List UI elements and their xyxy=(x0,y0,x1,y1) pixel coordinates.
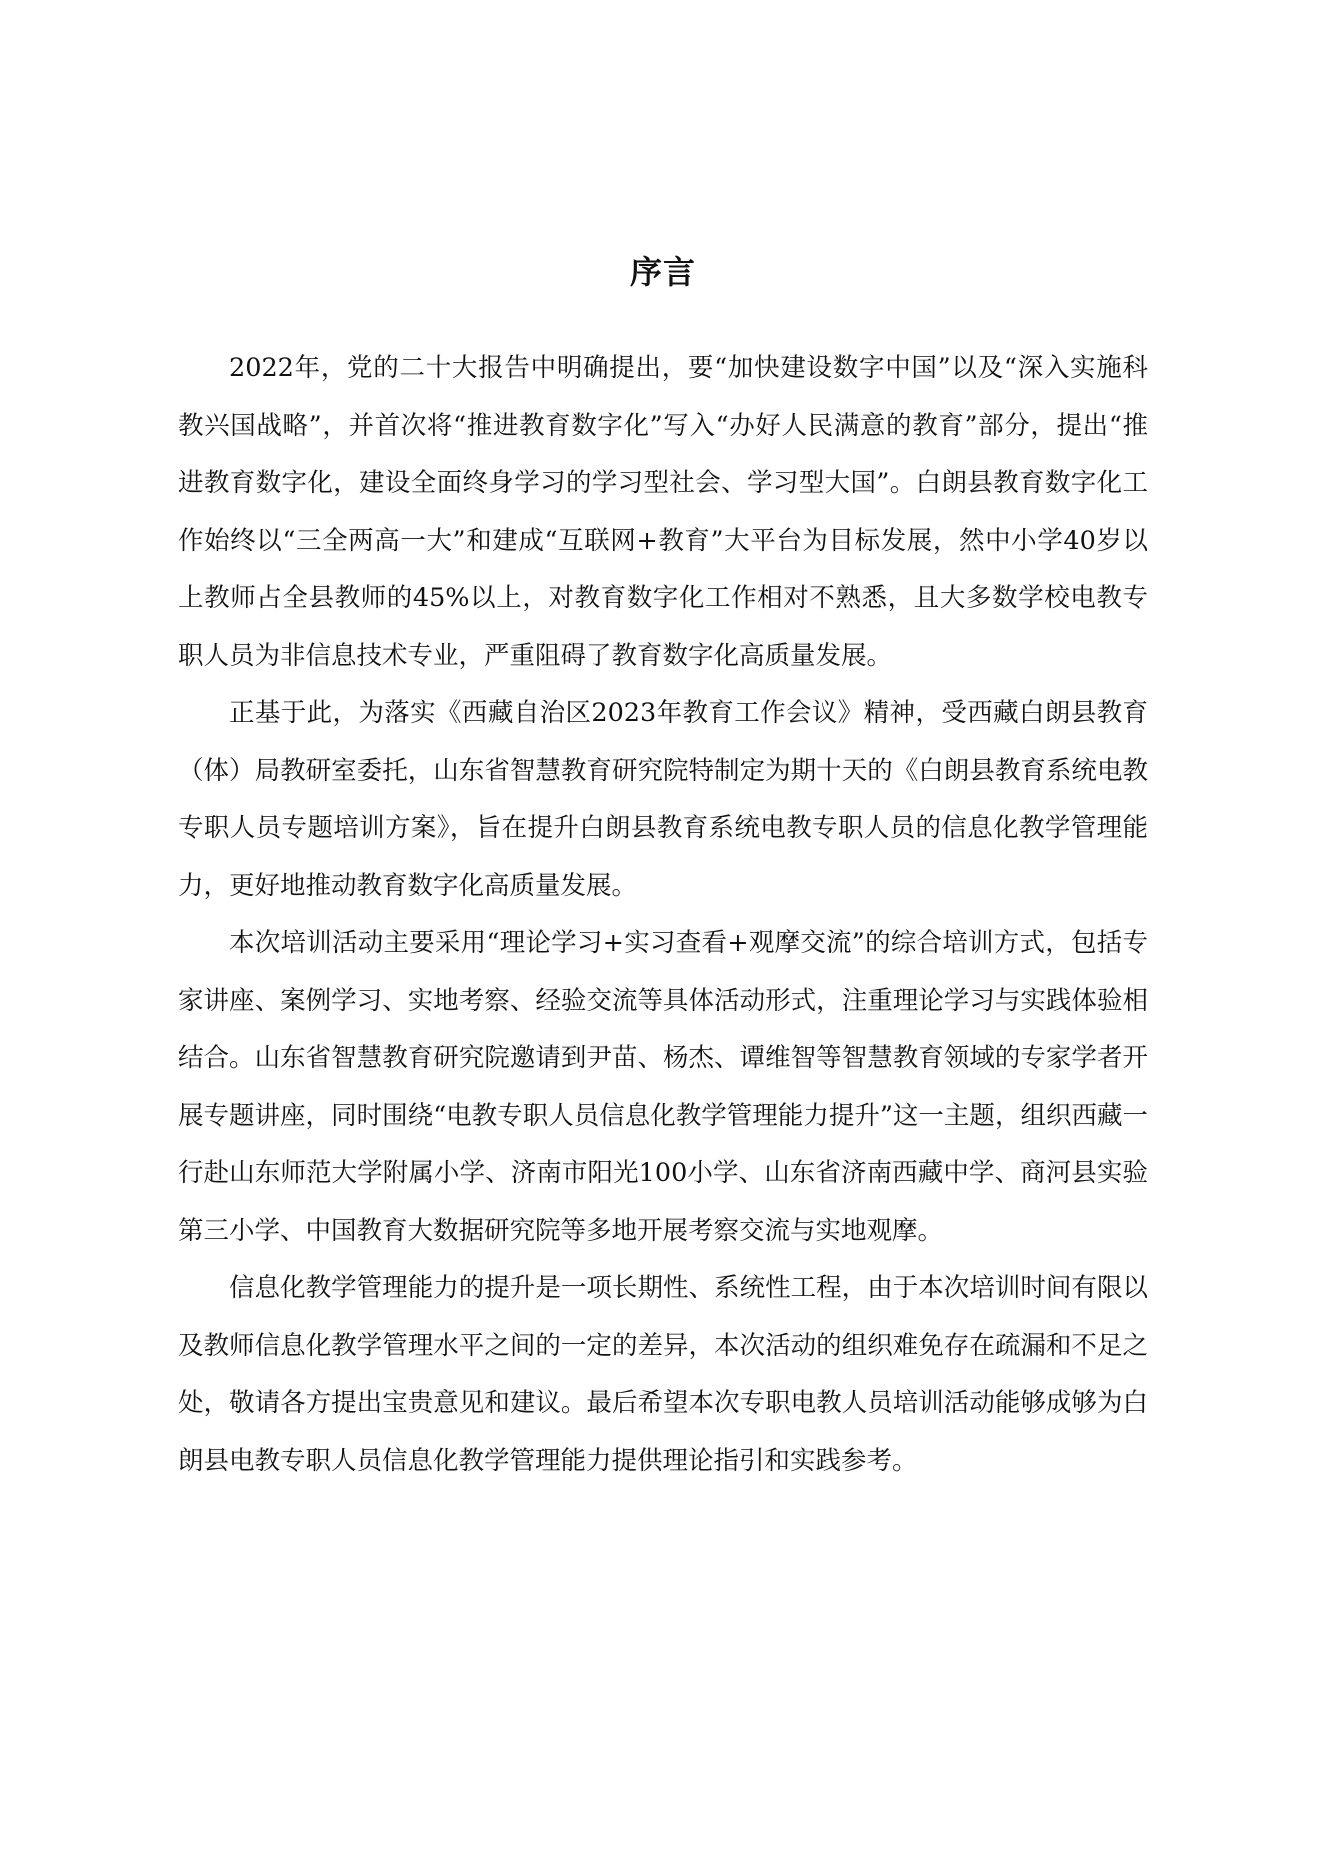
document-body xyxy=(178,340,1148,1490)
paragraph-4: 信息化教学管理能力的提升是一项长期性、系统性工程，由于本次培训时间有限以及教师信息化教学管理水平之间的一定的差异，本次活动的组织难免存在疏漏和不足之处，敬请各方提出宝贵意见和建议。最后希望本次专职电教人员培训活动能够成够为白朗县电教专职人员信息化教学管理能力提供理论指引和实践参考。 xyxy=(178,1273,1148,1476)
paragraph-2: 正基于此，为落实《西藏自治区2023年教育工作会议》精神，受西藏白朗县教育（体）局教研室委托，山东省智慧教育研究院特制定为期十天的《白朗县教育系统电教专职人员专题培训方案》，旨在提升白朗县教育系统电教专职人员的信息化教学管理能力，更好地推动教育数字化高质量发展。 xyxy=(178,698,1148,901)
document-title: 序言 xyxy=(629,253,696,291)
paragraph-3: 本次培训活动主要采用“理论学习+实习查看+观摩交流”的综合培训方式，包括专家讲座、案例学习、实地考察、经验交流等具体活动形式，注重理论学习与实践体验相结合。山东省智慧教育研究院邀请到尹苗、杨杰、谭维智等智慧教育领域的专家学者开展专题讲座，同时围绕“电教专职人员信息化教学管理能力提升”这一主题，组织西藏一行赴山东师范大学附属小学、济南市阳光100小学、山东省济南西藏中学、商河县实验第三小学、中国教育大数据研究院等多地开展考察交流与实地观摩。 xyxy=(178,928,1148,1246)
paragraph-1: 2022年，党的二十大报告中明确提出，要“加快建设数字中国”以及“深入实施科教兴国战略”，并首次将“推进教育数字化”写入“办好人民满意的教育”部分，提出“推进教育数字化，建设全面终身学习的学习型社会、学习型大国”。白朗县教育数字化工作始终以“三全两高一大”和建成“互联网+教育”大平台为目标发展，然中小学40岁以上教师占全县教师的45%以上，对教育数字化工作相对不熟悉，且大多数学校电教专职人员为非信息技术专业，严重阻碍了教育数字化高质量发展。 xyxy=(178,353,1148,671)
